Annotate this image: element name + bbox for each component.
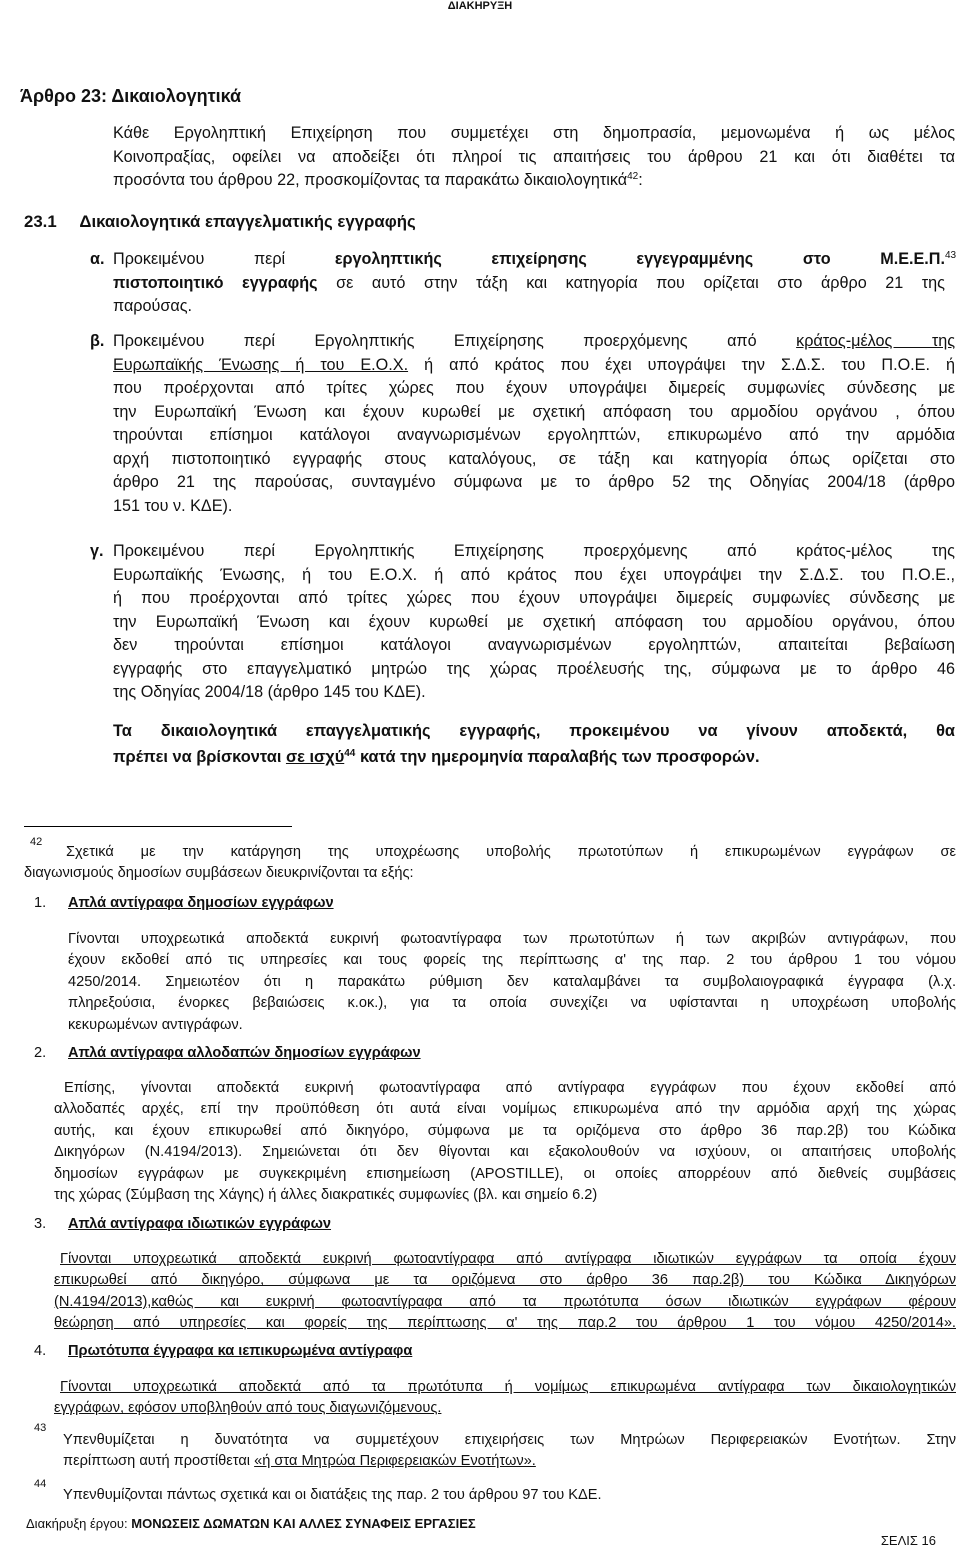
footnote-line: επικυρωθεί από δικηγόρο, σύμφωνα με τα οριζόμενα στο άρθρο 36 παρ.2β) του Κώδικα Δικηγόρων: [54, 1272, 956, 1289]
footnote-line: αυτής, και έχουν επικυρωθεί από δικηγόρο, σύμφωνα με τα οριζόμενα στο άρθρο 36 παρ.2β) του Κώδικα: [54, 1122, 956, 1139]
footnote-44: Υπενθυμίζονται πάντως σχετικά και οι διατάξεις της παρ. 2 του άρθρου 97 του ΚΔΕ.: [63, 1487, 602, 1503]
item-a-text: Προκειμένου περί: [113, 250, 286, 268]
item-a-text-2: σε αυτό στην τάξη και κατηγορία που ορίζεται στο άρθρο 21 της: [336, 273, 945, 292]
item-b-marker: β.: [90, 332, 105, 350]
fn-item-1-body: [68, 929, 956, 1036]
footnote-43: [63, 1430, 956, 1473]
footnote-line: πληρεξούσια, ένορκες βεβαιώσεις κ.οκ.), για τα οποία συνεχίζει να υφίστανται η υποχρέωση υποβολής: [68, 995, 956, 1012]
page-header-title: ΔΙΑΚΗΡΥΞΗ: [447, 0, 513, 12]
footnote-line: Υπενθυμίζεται η δυνατότητα να συμμετέχουν επιχειρήσεις των Μητρώων Περιφερειακών Ενοτήτων. Στην: [63, 1432, 956, 1448]
footnote-line: θεώρηση από υπηρεσίες και φορείς της περίπτωσης α' της παρ.2 του άρθρου 1 του νόμου 4250/2014».: [54, 1315, 956, 1332]
footnote-ref-42[interactable]: 42: [627, 171, 639, 182]
item-b-line: αρχή πιστοποιητικό εγγραφής στους καταλόγους, σε τάξη και κατηγορία όπως ορίζεται στο: [113, 449, 955, 468]
item-a-line: [113, 272, 945, 296]
footnote-line: Επίσης, γίνονται αποδεκτά ευκρινή φωτοαντίγραφα από αντίγραφα εγγράφων που έχουν εκδοθεί από: [64, 1080, 956, 1096]
footnote-line: διαγωνισμούς δημοσίων συμβάσεων διευκρινίζονται τα εξής:: [24, 865, 414, 882]
closing-text-2: κατά την ημερομηνία παραλαβής των προσφορών.: [359, 747, 760, 766]
fn-item-1-number: 1.: [34, 895, 47, 911]
footnote-separator: [24, 826, 292, 827]
footnote-line: κεκυρωμένων αντιγράφων.: [68, 1016, 243, 1033]
item-b-underlined: κράτος-μέλος της: [796, 332, 956, 350]
footnote-line: Δικηγόρων (Ν.4194/2013). Σημειώνεται ότι δεν θίγονται και εξακολουθούν να ισχύουν, οι απαιτήσεις υποβολής: [54, 1144, 956, 1161]
footnote-44-number: 44: [34, 1478, 47, 1490]
item-c-line: Προκειμένου περί Εργοληπτικής Επιχείρησης προερχόμενης από κράτος-μέλος της: [113, 542, 955, 560]
fn-item-4-number: 4.: [34, 1343, 47, 1359]
section-title: Δικαιολογητικά επαγγελματικής εγγραφής: [79, 212, 416, 231]
fn-item-4-body: [54, 1377, 956, 1420]
section-heading: [24, 212, 416, 232]
item-c-line: την Ευρωπαϊκή Ένωση και έχουν κυρωθεί με σχετική απόφαση του αρμοδίου οργάνου, όπου: [113, 612, 955, 631]
item-c-line: ή που προέρχονται από τρίτες χώρες που έχουν υπογράψει διμερείς συμφωνίες σύνδεσης με: [113, 589, 955, 607]
item-b-text-2: ή από κράτος που έχει υπογράψει την Σ.Δ.Σ. του Π.Ο.Ε. ή: [424, 355, 955, 374]
footnote-line: Γίνονται υποχρεωτικά αποδεκτά από τα πρωτότυπα ή νομίμως επικυρωμένα αντίγραφα των δικαιολογητικών: [60, 1379, 956, 1395]
footer-project-name: ΜΟΝΩΣΕΙΣ ΔΩΜΑΤΩΝ ΚΑΙ ΑΛΛΕΣ ΣΥΝΑΦΕΙΣ ΕΡΓΑΣΙΕΣ: [131, 1516, 476, 1531]
item-c-line: δεν τηρούνται επίσημοι κατάλογοι αναγνωρισμένων εργοληπτών, απαιτείται βεβαίωση: [113, 636, 955, 654]
fn-item-1-title: Απλά αντίγραφα δημοσίων εγγράφων: [68, 895, 334, 911]
item-a: [113, 248, 945, 319]
footnote-line: 4250/2014. Σημειωτέον ότι η παρακάτω ρύθμιση δεν καταλαμβάνει τα συμβολαιογραφικά έγγραφα (λ.χ.: [68, 973, 956, 990]
footer-project: [26, 1516, 476, 1531]
item-c-line: Ευρωπαϊκής Ένωσης, ή του Ε.Ο.Χ. ή από κράτος που έχει υπογράψει την Σ.Δ.Σ. του Π.Ο.Ε.,: [113, 565, 955, 584]
intro-line: Κάθε Εργοληπτική Επιχείρηση που συμμετέχει στη δημοπρασία, μεμονωμένα ή ως μέλος: [113, 124, 955, 142]
item-a-bold: εργοληπτικής επιχείρησης εγγεγραμμένης στο Μ.Ε.Ε.Π.: [334, 250, 945, 268]
fn-item-3-body: [54, 1249, 956, 1335]
footnote-42-intro: [24, 842, 956, 885]
item-b-line: την Ευρωπαϊκή Ένωση και έχουν κυρωθεί με σχετική απόφαση του αρμοδίου οργάνου , όπου: [113, 402, 955, 421]
footnote-43-number: 43: [34, 1422, 47, 1434]
closing-line: [113, 746, 955, 770]
page-number: ΣΕΛΙΣ 16: [880, 1533, 936, 1548]
footnote-underlined: «ή στα Μητρώα Περιφερειακών Ενοτήτων».: [254, 1453, 536, 1470]
footnote-text: περίπτωση αυτή προστίθεται: [63, 1453, 251, 1470]
fn-item-2-body: [54, 1078, 956, 1206]
section-number: 23.1: [24, 212, 57, 231]
item-c: [113, 540, 955, 705]
item-a-marker: α.: [90, 250, 105, 268]
footnote-line: Σχετικά με την κατάργηση της υποχρέωσης υποβολής πρωτοτύπων ή επικυρωμένων εγγράφων σε: [66, 844, 956, 860]
fn-item-2-number: 2.: [34, 1045, 47, 1061]
item-b-line: [113, 354, 955, 378]
intro-text: προσόντα του άρθρου 22, προσκομίζοντας τα παρακάτω δικαιολογητικά: [113, 171, 628, 189]
intro-paragraph: [113, 122, 955, 193]
footer-label: Διακήρυξη έργου:: [26, 1516, 128, 1531]
footnote-line: (Ν.4194/2013),καθώς και ευκρινή φωτοαντίγραφα από τα πρωτότυπα όσων ιδιωτικών εγγράφων φέρουν: [54, 1293, 956, 1310]
intro-line: [113, 169, 955, 193]
item-b-line: άρθρο 21 της παρούσας, συνταγμένο σύμφωνα με το άρθρο 52 της Οδηγίας 2004/18 (άρθρο: [113, 473, 955, 491]
item-b: [113, 330, 955, 518]
item-b-line: [113, 330, 955, 354]
footnote-line: Γίνονται υποχρεωτικά αποδεκτά ευκρινή φωτοαντίγραφα των πρωτοτύπων ή των ακριβών αντιγράφων, που: [68, 931, 956, 947]
item-b-line: 151 του ν. ΚΔΕ).: [113, 496, 233, 515]
item-c-line: της Οδηγίας 2004/18 (άρθρο 145 του ΚΔΕ).: [113, 683, 426, 701]
footnote-line: εγγράφων, εφόσον υποβληθούν από τους διαγωνιζόμενους.: [54, 1400, 442, 1417]
intro-line: Κοινοπραξίας, οφείλει να αποδείξει ότι πληροί τις απαιτήσεις του άρθρου 21 και ότι διαθέτει τα: [113, 147, 955, 166]
item-b-line: τηρούνται επίσημοι κατάλογοι αναγνωρισμένων εργοληπτών, επικυρωμένο από την αρμόδια: [113, 426, 955, 444]
closing-statement: [113, 720, 955, 769]
item-c-marker: γ.: [90, 542, 104, 560]
fn-item-2-title: Απλά αντίγραφα αλλοδαπών δημοσίων εγγράφων: [68, 1045, 421, 1061]
item-c-line: εγγραφής στο επαγγελματικό μητρώο της χώρας προέλευσής της, σύμφωνα με το άρθρο 46: [113, 659, 955, 678]
item-a-line: [113, 248, 945, 272]
footnote-line: [63, 1451, 956, 1472]
footnote-line: Γίνονται υποχρεωτικά αποδεκτά ευκρινή φωτοαντίγραφα από αντίγραφα ιδιωτικών εγγράφων τα οποία έχουν: [60, 1251, 956, 1267]
footnote-line: έχουν εκδοθεί από τις υπηρεσίες και τους φορείς της περίπτωσης α' της παρ. 2 του άρθρου 1 του νόμου: [68, 952, 956, 969]
intro-colon: :: [638, 171, 643, 189]
closing-line: Τα δικαιολογητικά επαγγελματικής εγγραφής, προκειμένου να γίνουν αποδεκτά, θα: [113, 722, 955, 740]
fn-item-4-title: Πρωτότυπα έγγραφα κα ιεπικυρωμένα αντίγραφα: [68, 1343, 413, 1359]
closing-text: πρέπει να βρίσκονται: [113, 747, 282, 766]
item-b-underlined-2: Ευρωπαϊκής Ένωσης ή του Ε.Ο.Χ.: [113, 355, 409, 374]
footnote-line: αλλοδαπές αρχές, επί την προϋπόθεση ότι αυτά είναι νομίμως επικυρωμένα από την αρμόδια αρχή της χώρας: [54, 1101, 956, 1118]
item-b-text: Προκειμένου περί Εργοληπτικής Επιχείρησης προερχόμενης από: [113, 332, 757, 350]
fn-item-3-number: 3.: [34, 1216, 47, 1232]
article-title: Άρθρο 23: Δικαιολογητικά: [20, 86, 242, 106]
footnote-line: δημοσίων εγγράφων με συγκεκριμένη επισημείωση (APOSTILLE), οι οποίες απορρέουν από διεθνείς συμβάσεις: [54, 1165, 956, 1182]
item-a-line: παρούσας.: [113, 297, 193, 315]
footnote-line: της χώρας (Σύμβαση της Χάγης) ή άλλες διακρατικές συμφωνίες (βλ. και σημείο 6.2): [54, 1187, 598, 1204]
footnote-42-number: 42: [30, 836, 43, 848]
fn-item-3-title: Απλά αντίγραφα ιδιωτικών εγγράφων: [68, 1216, 332, 1232]
item-a-bold-2: πιστοποιητικό εγγραφής: [113, 273, 318, 292]
footnote-ref-44[interactable]: 44: [344, 747, 356, 759]
item-b-line: που προέρχονται από τρίτες χώρες που έχουν υπογράψει διμερείς συμφωνίες σύνδεσης με: [113, 379, 955, 397]
closing-underlined: σε ισχύ: [285, 747, 345, 766]
